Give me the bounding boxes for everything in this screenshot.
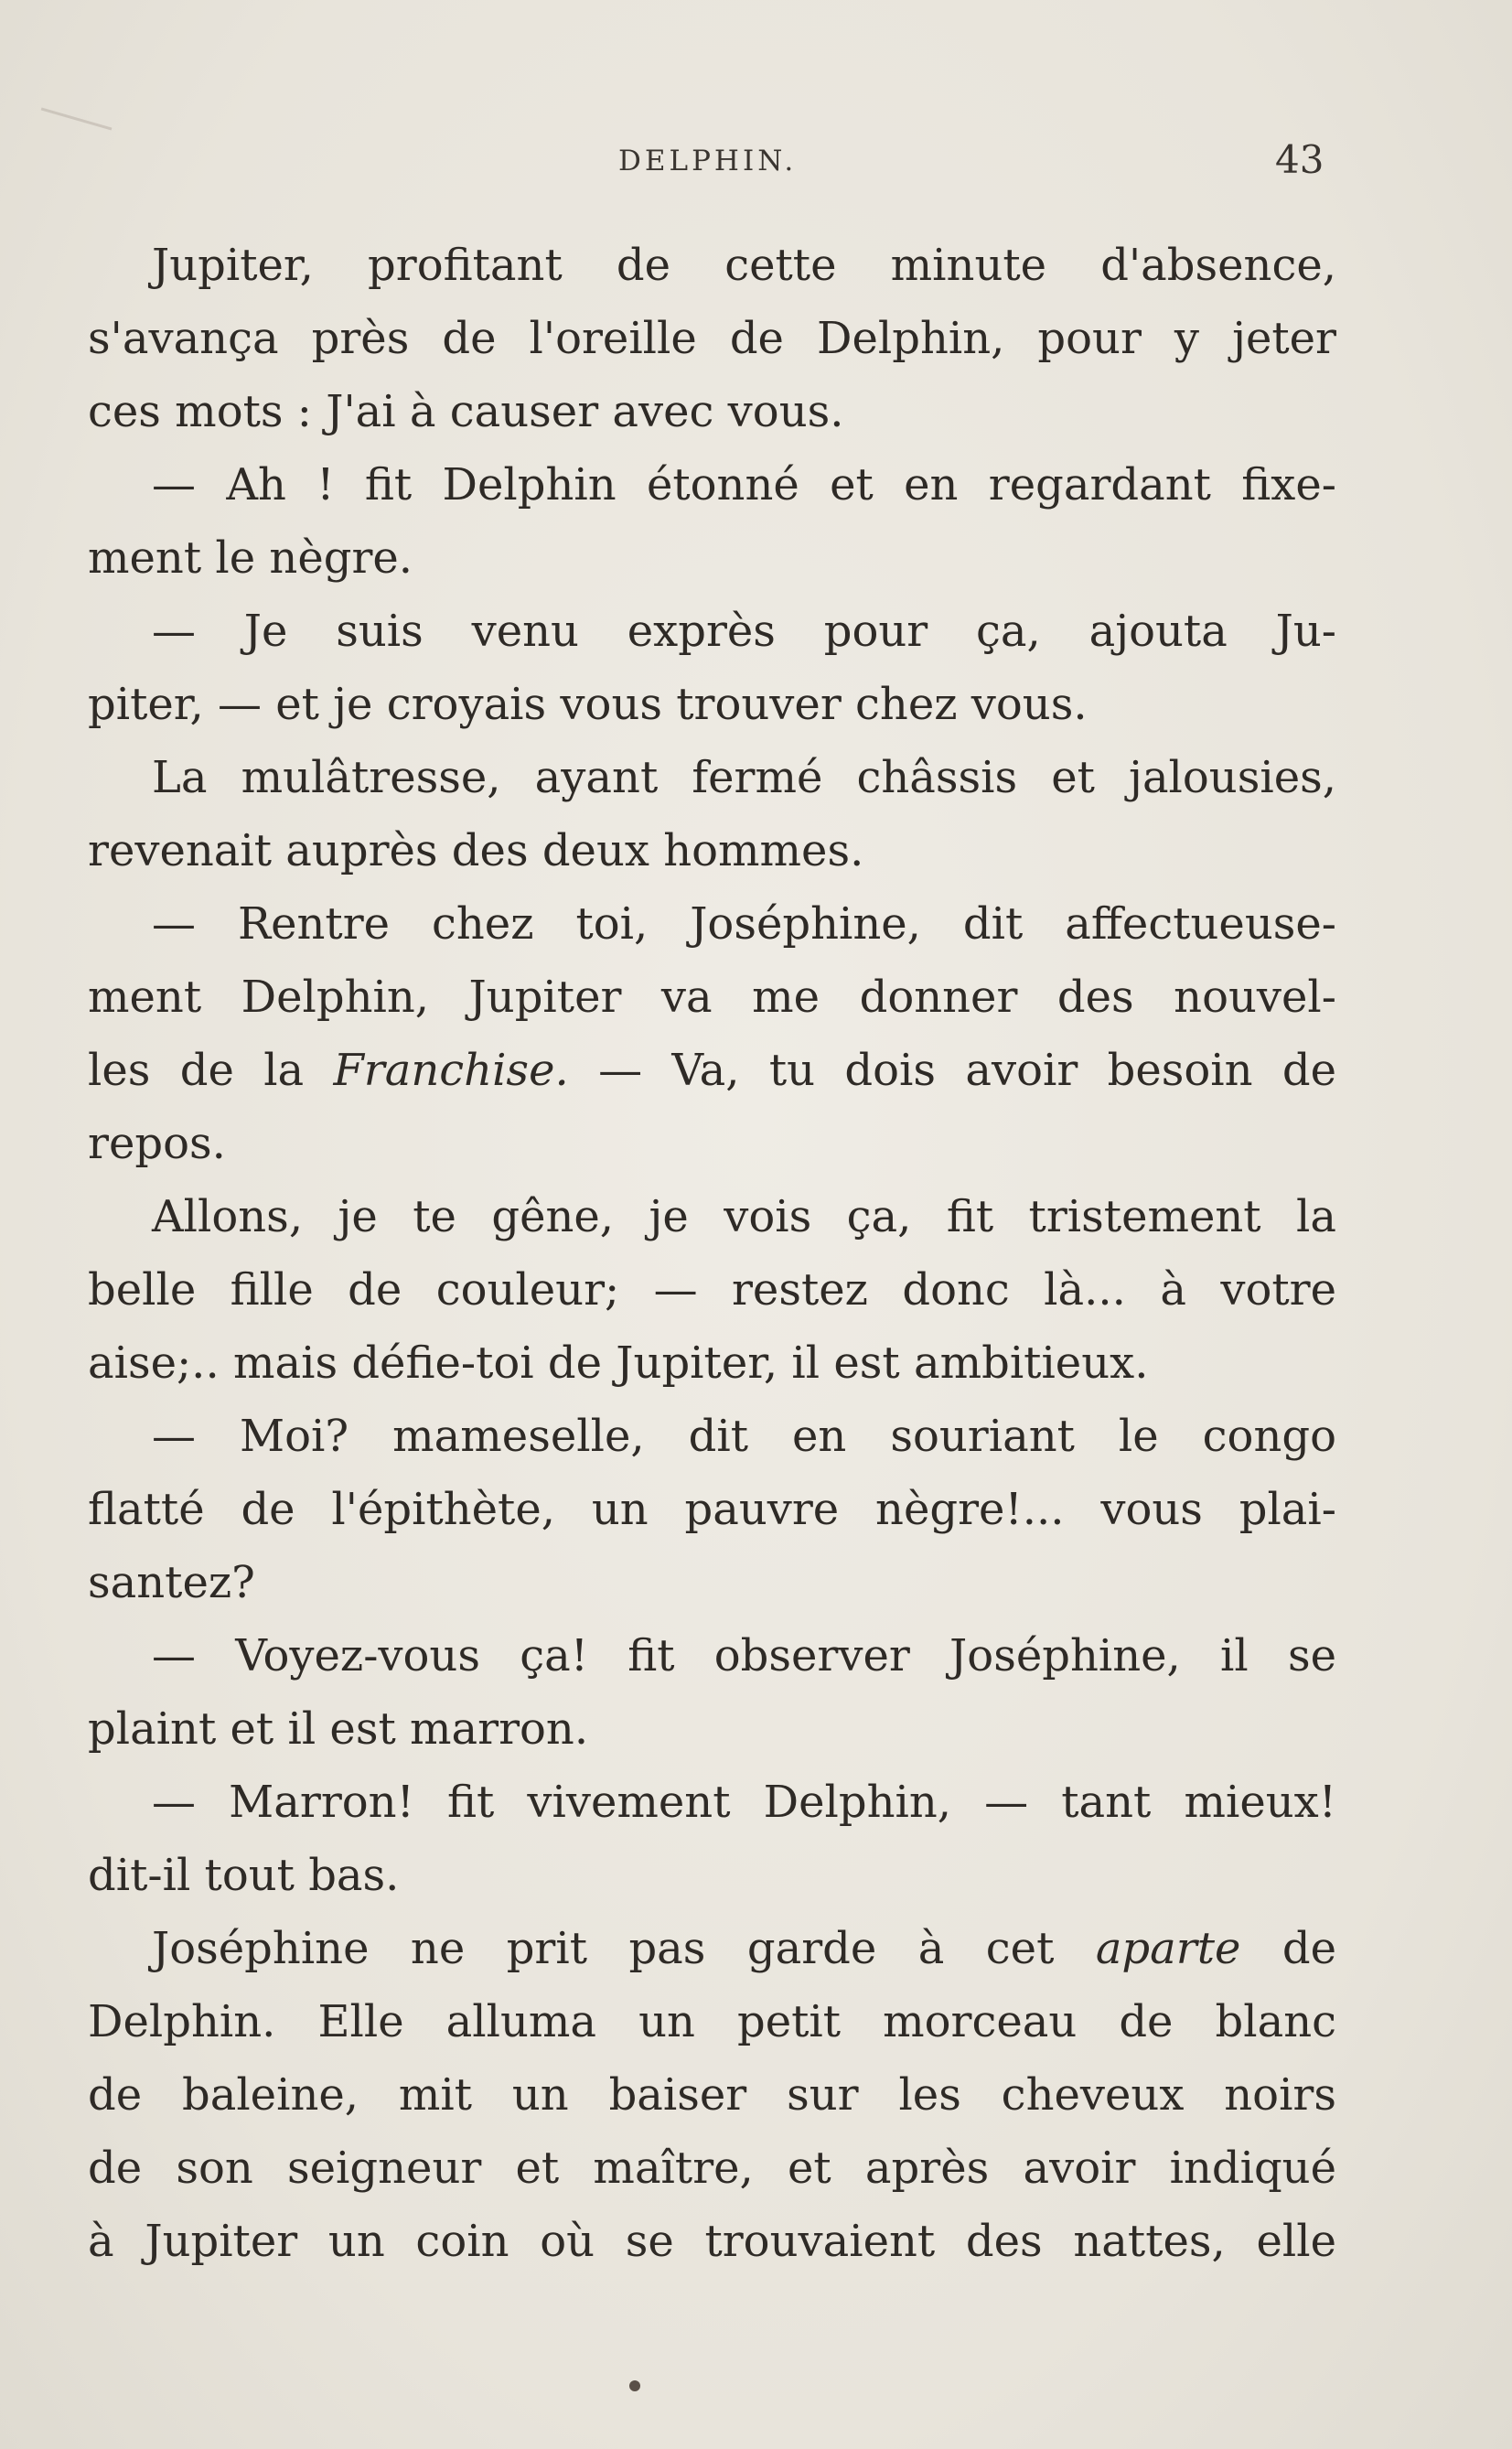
page-header — [0, 137, 1512, 192]
text-line: — Moi? mameselle, dit en souriant le congo — [152, 1411, 1336, 1462]
text-line: à Jupiter un coin où se trouvaient des nattes, elle — [88, 2216, 1336, 2267]
text-segment: de — [1240, 1923, 1336, 1974]
text-line: repos. — [88, 1118, 226, 1169]
text-line: Delphin. Elle alluma un petit morceau de blanc — [88, 1996, 1336, 2047]
page-number: 43 — [1275, 137, 1324, 182]
text-line: Allons, je te gêne, je vois ça, fit tristement la — [152, 1191, 1336, 1242]
text-segment: Joséphine ne prit pas garde à cet — [152, 1923, 1096, 1974]
text-line: Jupiter, profitant de cette minute d'absence, — [152, 240, 1336, 291]
text-line: santez? — [88, 1557, 255, 1608]
text-line-with-italic — [88, 1034, 1336, 1107]
ink-dot — [629, 2380, 640, 2391]
text-line: plaint et il est marron. — [88, 1703, 589, 1755]
text-line: — Je suis venu exprès pour ça, ajouta Ju- — [152, 606, 1336, 657]
text-line: La mulâtresse, ayant fermé châssis et jalousies, — [152, 752, 1336, 803]
text-line: belle fille de couleur; — restez donc là... à votre — [88, 1264, 1336, 1316]
text-line: de son seigneur et maître, et après avoir indiqué — [88, 2143, 1336, 2194]
text-line: ment Delphin, Jupiter va me donner des nouvel- — [88, 972, 1336, 1023]
italic-word-franchise: Franchise. — [333, 1045, 569, 1096]
text-line: — Marron! fit vivement Delphin, — tant mieux! — [152, 1777, 1336, 1828]
body-text — [88, 229, 1336, 2278]
text-line: piter, — et je croyais vous trouver chez vous. — [88, 679, 1088, 730]
text-line: de baleine, mit un baiser sur les cheveux noirs — [88, 2069, 1336, 2121]
text-line: ment le nègre. — [88, 532, 413, 584]
text-line: aise;.. mais défie-toi de Jupiter, il est ambitieux. — [88, 1337, 1149, 1389]
text-segment: les de la — [88, 1045, 334, 1096]
text-segment: — Va, tu dois avoir besoin de — [568, 1045, 1337, 1096]
text-line: revenait auprès des deux hommes. — [88, 825, 864, 876]
text-line: — Rentre chez toi, Joséphine, dit affectueuse- — [152, 898, 1336, 950]
running-head: DELPHIN. — [618, 145, 798, 177]
text-line-with-italic — [88, 1912, 1336, 1985]
text-line: — Voyez-vous ça! fit observer Joséphine, il se — [152, 1630, 1336, 1681]
text-line: ces mots : J'ai à causer avec vous. — [88, 386, 844, 437]
italic-word-aparte: aparte — [1095, 1923, 1241, 1974]
text-line: dit-il tout bas. — [88, 1850, 400, 1901]
text-line: — Ah ! fit Delphin étonné et en regardant fixe- — [152, 459, 1336, 510]
text-line: s'avança près de l'oreille de Delphin, pour y jeter — [88, 313, 1336, 364]
text-line: flatté de l'épithète, un pauvre nègre!... vous plai- — [88, 1484, 1336, 1535]
